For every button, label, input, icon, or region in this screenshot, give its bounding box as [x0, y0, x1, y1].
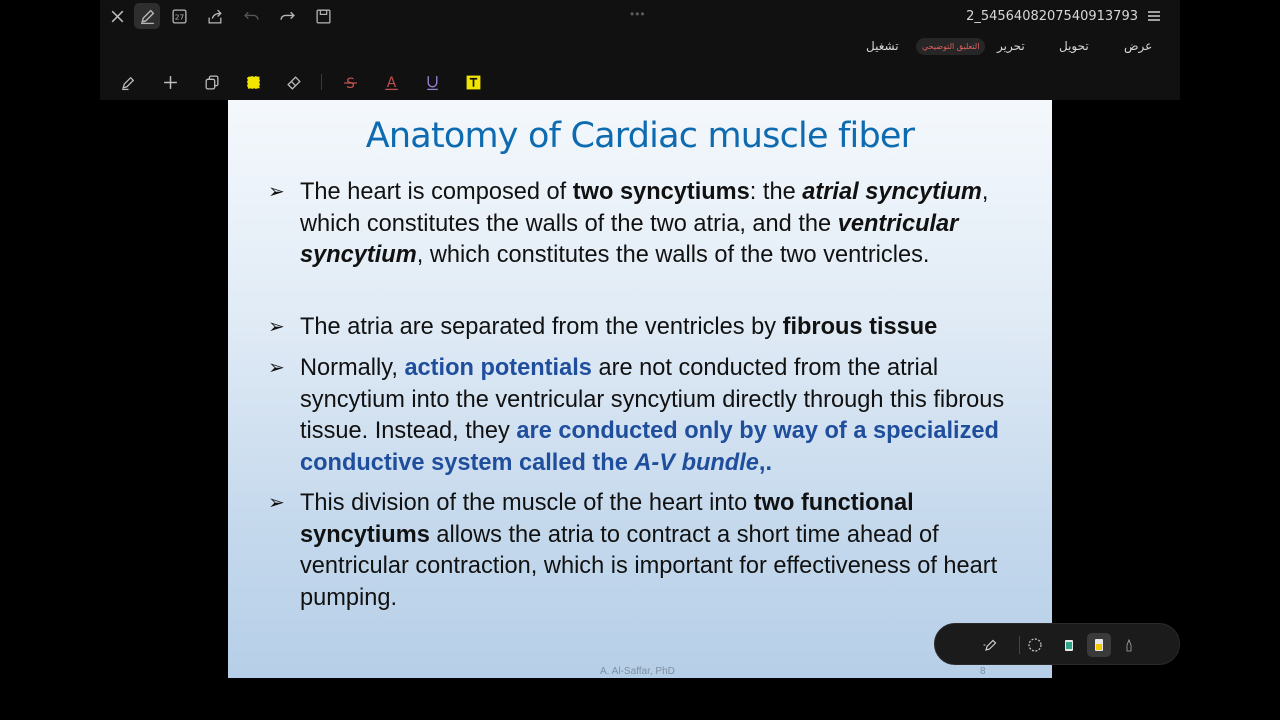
share-icon[interactable]: [202, 3, 228, 29]
bullet-text: , which constitutes the walls of the two ventricles.: [416, 242, 930, 268]
slide-page-number: 8: [980, 666, 986, 677]
bold-term: two functional syncytiums: [300, 490, 914, 548]
tab-play[interactable]: تشغيل: [866, 39, 899, 53]
eraser-icon[interactable]: [281, 69, 307, 95]
top-bar: [100, 0, 1180, 64]
strikethrough-icon[interactable]: [337, 69, 363, 95]
save-icon[interactable]: [310, 3, 336, 29]
bullet-arrow: ➢: [268, 316, 285, 338]
toolbar-divider: [321, 74, 322, 90]
bullet-arrow: ➢: [268, 181, 285, 203]
bullet-arrow: ➢: [268, 357, 285, 379]
menu-icon[interactable]: [1146, 8, 1162, 24]
bold-italic-term: ventricular syncytium: [300, 210, 959, 268]
bullet-3: [268, 353, 1030, 479]
tab-convert[interactable]: تحويل: [1059, 39, 1089, 53]
bullet-text: allows the atria to contract a short time ahead of ventricular contraction, which is important for effectiveness of heart pumping.: [300, 521, 998, 611]
page-badge: 27: [174, 12, 184, 22]
drag-handle[interactable]: •••: [630, 7, 646, 21]
bold-term: two syncytiums: [572, 179, 750, 205]
copy-icon[interactable]: [198, 69, 224, 95]
add-icon[interactable]: [157, 69, 183, 95]
black-pen-icon[interactable]: [1117, 633, 1141, 657]
tab-edit[interactable]: تحرير: [997, 39, 1025, 53]
slide-title: Anatomy of Cardiac muscle fiber: [365, 116, 915, 156]
svg-text:S: S: [345, 75, 355, 91]
slide-footer-author: A. Al-Saffar, PhD: [600, 666, 675, 677]
bullet-text: : the: [749, 179, 803, 205]
annotation-toolbar: [100, 64, 1180, 100]
edit-pen-icon[interactable]: [134, 3, 160, 29]
bold-term: fibrous tissue: [782, 314, 938, 340]
pen-settings-icon[interactable]: [115, 69, 141, 95]
tab-view[interactable]: عرض: [1124, 39, 1153, 53]
document-title: 2_5456408207540913793: [966, 9, 1138, 24]
bullet-text: , which constitutes the walls of the two atria, and the: [300, 179, 989, 237]
blue-italic-emphasis: A-V bundle: [634, 449, 759, 476]
pen-palette: [934, 623, 1180, 665]
page-thumbnails-icon[interactable]: [166, 3, 192, 29]
bullet-text: This division of the muscle of the heart into: [300, 490, 754, 516]
text-highlight-icon[interactable]: [460, 69, 486, 95]
bullet-text: Normally,: [300, 355, 405, 381]
pen-tool-icon[interactable]: [979, 633, 1003, 657]
bullet-2: [268, 312, 1030, 344]
bullet-text: are not conducted from the atrial syncytium into the ventricular syncytium directly through this fibrous tissue. Instead, they: [300, 355, 1005, 444]
yellow-highlighter-icon[interactable]: [1087, 633, 1111, 657]
bullet-4: [268, 488, 1030, 614]
bullet-text: The atria are separated from the ventricles by: [300, 314, 783, 340]
slide-page: [228, 100, 1052, 678]
lasso-icon[interactable]: [1023, 633, 1047, 657]
blue-emphasis: action potentials: [404, 355, 592, 381]
close-icon[interactable]: [104, 3, 130, 29]
text-color-icon[interactable]: [378, 69, 404, 95]
bullet-text: The heart is composed of: [300, 179, 573, 205]
redo-icon[interactable]: [274, 3, 300, 29]
undo-icon[interactable]: [238, 3, 264, 29]
bullet-1: [268, 177, 1030, 272]
bullet-text: ,.: [758, 449, 773, 476]
highlighter-area-icon[interactable]: [240, 69, 266, 95]
bullet-arrow: ➢: [268, 492, 285, 514]
svg-text:A: A: [386, 74, 396, 91]
green-marker-icon[interactable]: [1057, 633, 1081, 657]
blue-emphasis: are conducted only by way of a specialized conductive system called the: [300, 418, 999, 476]
underline-icon[interactable]: [419, 69, 445, 95]
tab-annotation[interactable]: التعليق التوضيحي: [916, 38, 985, 55]
bold-italic-term: atrial syncytium: [802, 179, 982, 205]
palette-divider: [1019, 636, 1020, 654]
